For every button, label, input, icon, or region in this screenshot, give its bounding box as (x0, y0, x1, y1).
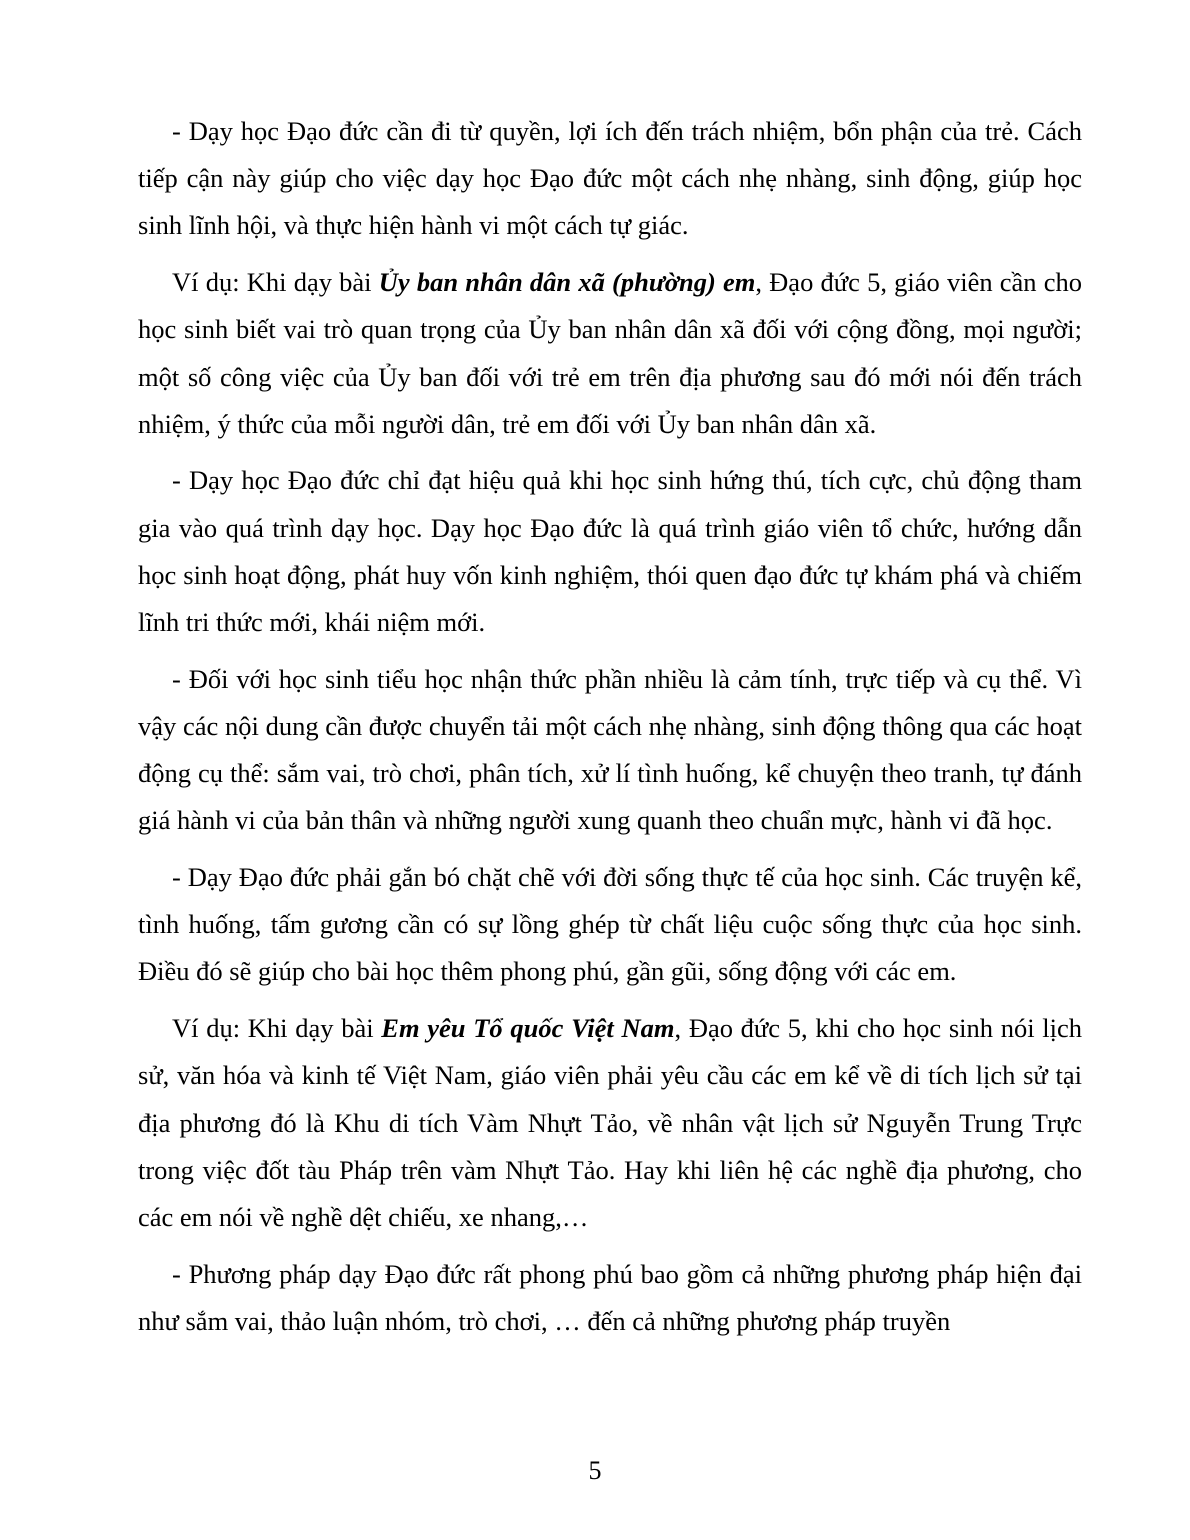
paragraph-text: - Dạy học Đạo đức cần đi từ quyền, lợi ích đến trách nhiệm, bổn phận của trẻ. Cách tiếp cận này giúp cho việc dạy học Đạo đức một cách nhẹ nhàng, sinh động, giúp học sinh lĩnh hội, và thực hiện hành vi một cách tự giác. (138, 116, 1082, 241)
paragraph-example-peoples-committee (138, 259, 1082, 448)
paragraph-text-rest: , Đạo đức 5, khi cho học sinh nói lịch sử, văn hóa và kinh tế Việt Nam, giáo viên phải yêu cầu các em kể về di tích lịch sử tại địa phương đó là Khu di tích Vàm Nhựt Tảo, về nhân vật lịch sử Nguyễn Trung Trực trong việc đốt tàu Pháp trên vàm Nhựt Tảo. Hay khi liên hệ các nghề địa phương, cho các em nói về nghề dệt chiếu, xe nhang,… (138, 1013, 1083, 1232)
lesson-title-emphasis: Em yêu Tổ quốc Việt Nam (381, 1013, 675, 1044)
paragraph-primary-cognition (138, 656, 1082, 845)
paragraph-text: - Dạy Đạo đức phải gắn bó chặt chẽ với đời sống thực tế của học sinh. Các truyện kể, tình huống, tấm gương cần có sự lồng ghép từ chất liệu cuộc sống thực của học sinh. Điều đó sẽ giúp cho bài học thêm phong phú, gần gũi, sống động với các em. (138, 862, 1082, 987)
paragraph-text-lead: Ví dụ: Khi dạy bài (172, 267, 379, 298)
paragraph-text-lead: Ví dụ: Khi dạy bài (172, 1013, 382, 1044)
paragraph-real-life-connection (138, 854, 1082, 996)
document-body (138, 108, 1082, 1355)
paragraph-teaching-methods (138, 1251, 1082, 1345)
paragraph-rights-to-responsibilities (138, 108, 1082, 250)
paragraph-text: - Đối với học sinh tiểu học nhận thức phần nhiều là cảm tính, trực tiếp và cụ thể. Vì vậy các nội dung cần được chuyển tải một cách nhẹ nhàng, sinh động thông qua các hoạt động cụ thể: sắm vai, trò chơi, phân tích, xử lí tình huống, kể chuyện theo tranh, tự đánh giá hành vi của bản thân và những người xung quanh theo chuẩn mực, hành vi đã học. (138, 663, 1082, 836)
paragraph-student-engagement (138, 457, 1082, 646)
paragraph-text-rest: , Đạo đức 5, giáo viên cần cho học sinh biết vai trò quan trọng của Ủy ban nhân dân xã đối với cộng đồng, mọi người; một số công việc của Ủy ban đối với trẻ em trên địa phương sau đó mới nói đến trách nhiệm, ý thức của mỗi người dân, trẻ em đối với Ủy ban nhân dân xã. (138, 267, 1083, 439)
paragraph-text: - Dạy học Đạo đức chỉ đạt hiệu quả khi học sinh hứng thú, tích cực, chủ động tham gia vào quá trình dạy học. Dạy học Đạo đức là quá trình giáo viên tổ chức, hướng dẫn học sinh hoạt động, phát huy vốn kinh nghiệm, thói quen đạo đức tự khám phá và chiếm lĩnh tri thức mới, khái niệm mới. (138, 465, 1082, 638)
paragraph-example-love-vietnam (138, 1005, 1082, 1241)
page-number: 5 (588, 1456, 602, 1485)
paragraph-text: - Phương pháp dạy Đạo đức rất phong phú bao gồm cả những phương pháp hiện đại như sắm vai, thảo luận nhóm, trò chơi, … đến cả những phương pháp truyền (138, 1258, 1082, 1336)
lesson-title-emphasis: Ủy ban nhân dân xã (phường) em (378, 267, 756, 298)
